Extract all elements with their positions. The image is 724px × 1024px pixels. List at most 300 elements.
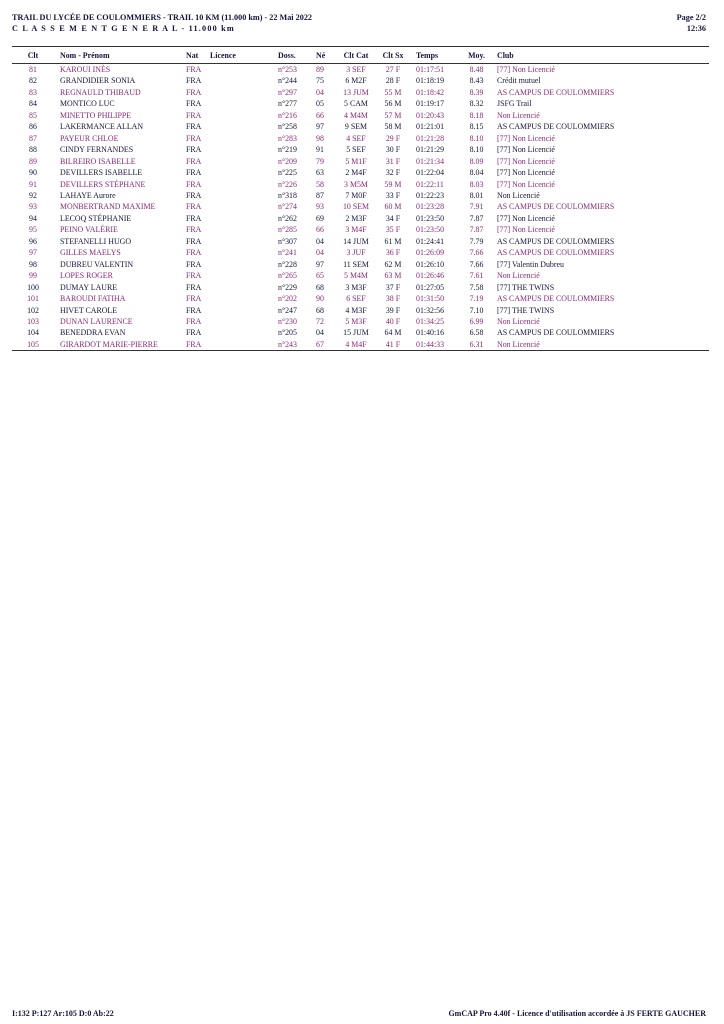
category-rank-cell: 5 M3F bbox=[345, 316, 367, 326]
gender-rank-cell: 30 F bbox=[385, 145, 401, 155]
birth-year-cell: 98 bbox=[316, 133, 324, 143]
table-row bbox=[12, 259, 709, 270]
time-cell: 01:18:42 bbox=[416, 87, 445, 97]
speed-cell: 8.10 bbox=[469, 133, 484, 143]
speed-cell: 8.48 bbox=[469, 65, 484, 74]
col-header-name: Nom - Prénom bbox=[54, 47, 186, 64]
nationality-cell: FRA bbox=[186, 236, 202, 246]
bib-cell: n°209 bbox=[278, 156, 297, 166]
club-cell: AS CAMPUS DE COULOMMIERS bbox=[497, 294, 615, 304]
name-cell: DUMAY LAURE bbox=[60, 282, 118, 292]
bib-cell: n°307 bbox=[278, 236, 297, 246]
table-row bbox=[12, 316, 709, 327]
category-rank-cell: 9 SEM bbox=[344, 122, 368, 132]
table-row bbox=[12, 282, 709, 293]
speed-cell: 7.58 bbox=[469, 282, 484, 292]
gender-rank-cell: 27 F bbox=[385, 65, 401, 74]
bib-cell: n°244 bbox=[278, 76, 297, 86]
category-rank-cell: 4 M4M bbox=[344, 110, 368, 120]
bib-cell: n°225 bbox=[278, 168, 297, 178]
category-rank-cell: 2 M4F bbox=[345, 168, 367, 178]
licence-cell bbox=[208, 110, 278, 121]
licence-cell bbox=[208, 316, 278, 327]
bib-cell: n°219 bbox=[278, 145, 297, 155]
rank-cell: 100 bbox=[27, 282, 39, 292]
bib-cell: n°274 bbox=[278, 202, 297, 212]
gender-rank-cell: 31 F bbox=[385, 156, 401, 166]
birth-year-cell: 97 bbox=[316, 122, 324, 132]
gender-rank-cell: 35 F bbox=[385, 225, 401, 235]
birth-year-cell: 58 bbox=[316, 179, 324, 189]
name-cell: LOPES ROGER bbox=[60, 271, 113, 281]
birth-year-cell: 75 bbox=[316, 76, 324, 86]
category-rank-cell: 5 M1F bbox=[345, 156, 367, 166]
category-rank-cell: 2 M3F bbox=[345, 213, 367, 223]
time-cell: 01:22:23 bbox=[416, 190, 445, 200]
time-cell: 01:18:19 bbox=[416, 76, 445, 86]
gender-rank-cell: 37 F bbox=[385, 282, 401, 292]
nationality-cell: FRA bbox=[186, 225, 202, 235]
nationality-cell: FRA bbox=[186, 282, 202, 292]
club-cell: [77] Non Licencié bbox=[497, 145, 555, 155]
bib-cell: n°277 bbox=[278, 99, 297, 109]
speed-cell: 7.66 bbox=[469, 259, 484, 269]
category-rank-cell: 3 SEF bbox=[346, 65, 366, 74]
time-cell: 01:26:10 bbox=[416, 259, 445, 269]
category-rank-cell: 6 M2F bbox=[345, 76, 367, 86]
time-cell: 01:19:17 bbox=[416, 99, 445, 109]
licence-cell bbox=[208, 224, 278, 235]
table-row bbox=[12, 133, 709, 144]
category-rank-cell: 5 SEF bbox=[346, 145, 366, 155]
category-rank-cell: 3 M3F bbox=[345, 282, 367, 292]
licence-cell bbox=[208, 339, 278, 351]
birth-year-cell: 05 bbox=[316, 99, 324, 109]
bib-cell: n°216 bbox=[278, 110, 297, 120]
time-cell: 01:26:46 bbox=[416, 271, 445, 281]
gender-rank-cell: 55 M bbox=[384, 87, 402, 97]
club-cell: [77] Non Licencié bbox=[497, 65, 555, 74]
birth-year-cell: 93 bbox=[316, 202, 324, 212]
col-header-clt-cat: Clt Cat bbox=[336, 47, 376, 64]
col-header-club: Club bbox=[493, 47, 709, 64]
time-cell: 01:21:34 bbox=[416, 156, 445, 166]
bib-cell: n°230 bbox=[278, 316, 297, 326]
licence-cell bbox=[208, 201, 278, 212]
category-rank-cell: 6 SEF bbox=[346, 294, 366, 304]
table-row bbox=[12, 201, 709, 212]
nationality-cell: FRA bbox=[186, 259, 202, 269]
category-rank-cell: 4 M4F bbox=[336, 339, 376, 351]
name-cell: LECOQ STÉPHANIE bbox=[60, 213, 132, 223]
birth-year-cell: 66 bbox=[316, 110, 324, 120]
nationality-cell: FRA bbox=[186, 133, 202, 143]
name-cell: HIVET CAROLE bbox=[60, 305, 118, 315]
category-rank-cell: 13 JUM bbox=[343, 87, 369, 97]
category-rank-cell: 5 CAM bbox=[344, 99, 368, 109]
category-rank-cell: 3 JUF bbox=[346, 248, 366, 258]
nationality-cell: FRA bbox=[186, 122, 202, 132]
race-stats: I:132 P:127 Ar:105 D:0 Ab:22 bbox=[12, 1009, 114, 1018]
licence-cell bbox=[208, 247, 278, 258]
rank-cell: 95 bbox=[29, 225, 37, 235]
time-cell: 01:22:11 bbox=[416, 179, 444, 189]
table-row bbox=[12, 327, 709, 338]
nationality-cell: FRA bbox=[186, 65, 202, 74]
bib-cell: n°262 bbox=[278, 213, 297, 223]
bib-cell: n°283 bbox=[278, 133, 297, 143]
speed-cell: 8.18 bbox=[469, 110, 484, 120]
licence-cell bbox=[208, 87, 278, 98]
time-cell: 01:17:51 bbox=[416, 65, 445, 74]
gender-rank-cell: 33 F bbox=[385, 190, 401, 200]
club-cell: AS CAMPUS DE COULOMMIERS bbox=[497, 122, 615, 132]
rank-cell: 101 bbox=[27, 294, 39, 304]
rank-cell: 91 bbox=[29, 179, 37, 189]
gender-rank-cell: 41 F bbox=[376, 339, 410, 351]
speed-cell: 8.39 bbox=[469, 87, 484, 97]
category-rank-cell: 3 M5M bbox=[344, 179, 368, 189]
time-cell: 01:23:28 bbox=[416, 202, 445, 212]
birth-year-cell: 87 bbox=[316, 190, 324, 200]
time-cell: 01:23:50 bbox=[416, 213, 445, 223]
rank-cell: 89 bbox=[29, 156, 37, 166]
rank-cell: 90 bbox=[29, 168, 37, 178]
nationality-cell: FRA bbox=[186, 213, 202, 223]
category-rank-cell: 7 M0F bbox=[345, 190, 367, 200]
bib-cell: n°228 bbox=[278, 259, 297, 269]
rank-cell: 94 bbox=[29, 213, 37, 223]
club-cell: [77] Non Licencié bbox=[497, 156, 555, 166]
name-cell: MINETTO PHILIPPE bbox=[60, 110, 132, 120]
speed-cell: 6.58 bbox=[469, 328, 484, 338]
rank-cell: 99 bbox=[29, 271, 37, 281]
time-cell: 01:40:16 bbox=[416, 328, 445, 338]
name-cell: LAHAYE Aurore bbox=[60, 190, 116, 200]
club-cell: Crédit mutuel bbox=[497, 76, 541, 86]
club-cell: AS CAMPUS DE COULOMMIERS bbox=[497, 248, 615, 258]
gender-rank-cell: 64 M bbox=[384, 328, 402, 338]
gender-rank-cell: 34 F bbox=[385, 213, 401, 223]
club-cell: AS CAMPUS DE COULOMMIERS bbox=[497, 87, 615, 97]
licence-cell bbox=[208, 305, 278, 316]
licence-cell bbox=[208, 156, 278, 167]
name-cell: DEVILLERS STÉPHANE bbox=[60, 179, 146, 189]
licence-cell bbox=[208, 64, 278, 76]
speed-cell: 7.61 bbox=[469, 271, 484, 281]
page-info bbox=[677, 12, 706, 34]
club-cell: [77] Non Licencié bbox=[497, 179, 555, 189]
speed-cell: 8.04 bbox=[469, 168, 484, 178]
speed-cell: 8.03 bbox=[469, 179, 484, 189]
name-cell: STEFANELLI HUGO bbox=[60, 236, 132, 246]
birth-year-cell: 04 bbox=[316, 248, 324, 258]
licence-cell bbox=[208, 213, 278, 224]
licence-cell bbox=[208, 179, 278, 190]
category-rank-cell: 11 SEM bbox=[343, 259, 369, 269]
rank-cell: 86 bbox=[29, 122, 37, 132]
category-rank-cell: 10 SEM bbox=[342, 202, 370, 212]
report-header bbox=[12, 12, 312, 34]
birth-year-cell: 04 bbox=[316, 236, 324, 246]
licence-cell bbox=[208, 270, 278, 281]
gender-rank-cell: 32 F bbox=[385, 168, 401, 178]
birth-year-cell: 67 bbox=[316, 339, 336, 351]
rank-cell: 85 bbox=[29, 110, 37, 120]
name-cell: DUNAN LAURENCE bbox=[60, 316, 133, 326]
speed-cell: 7.66 bbox=[469, 248, 484, 258]
speed-cell: 8.43 bbox=[469, 76, 484, 86]
club-cell: AS CAMPUS DE COULOMMIERS bbox=[497, 236, 615, 246]
time-cell: 01:21:01 bbox=[416, 122, 445, 132]
birth-year-cell: 69 bbox=[316, 213, 324, 223]
birth-year-cell: 63 bbox=[316, 168, 324, 178]
rank-cell: 104 bbox=[27, 328, 39, 338]
category-rank-cell: 15 JUM bbox=[343, 328, 369, 338]
bib-cell: n°205 bbox=[278, 328, 297, 338]
rank-cell: 103 bbox=[27, 316, 39, 326]
table-row bbox=[12, 156, 709, 167]
speed-cell: 8.09 bbox=[469, 156, 484, 166]
licence-cell bbox=[208, 293, 278, 304]
time-cell: 01:24:41 bbox=[416, 236, 445, 246]
name-cell: BENEDDRA EVAN bbox=[60, 328, 126, 338]
name-cell: MONBERTRAND MAXIME bbox=[60, 202, 156, 212]
birth-year-cell: 89 bbox=[316, 65, 324, 74]
birth-year-cell: 04 bbox=[316, 328, 324, 338]
bib-cell: n°226 bbox=[278, 179, 297, 189]
col-header-clt: Clt bbox=[12, 47, 54, 64]
time-cell: 01:31:50 bbox=[416, 294, 445, 304]
nationality-cell: FRA bbox=[186, 168, 202, 178]
licence-cell bbox=[208, 98, 278, 109]
licence-cell bbox=[208, 75, 278, 86]
bib-cell: n°253 bbox=[278, 65, 297, 74]
time-cell: 01:34:25 bbox=[416, 316, 445, 326]
gender-rank-cell: 58 M bbox=[384, 122, 402, 132]
speed-cell: 6.99 bbox=[469, 316, 484, 326]
col-header-temps: Temps bbox=[410, 47, 460, 64]
speed-cell: 7.10 bbox=[469, 305, 484, 315]
table-row bbox=[12, 236, 709, 247]
nationality-cell: FRA bbox=[186, 110, 202, 120]
bib-cell: n°265 bbox=[278, 271, 297, 281]
table-row bbox=[12, 305, 709, 316]
speed-cell: 8.32 bbox=[469, 99, 484, 109]
time-cell: 01:23:50 bbox=[416, 225, 445, 235]
club-cell: AS CAMPUS DE COULOMMIERS bbox=[497, 202, 615, 212]
speed-cell: 7.87 bbox=[469, 225, 484, 235]
name-cell: MONTICO LUC bbox=[60, 99, 115, 109]
table-row bbox=[12, 293, 709, 304]
table-row bbox=[12, 224, 709, 235]
gender-rank-cell: 61 M bbox=[384, 236, 402, 246]
nationality-cell: FRA bbox=[186, 248, 202, 258]
gender-rank-cell: 38 F bbox=[385, 294, 401, 304]
time-cell: 01:27:05 bbox=[416, 282, 445, 292]
club-cell: Non Licencié bbox=[493, 339, 709, 351]
time-cell: 01:32:56 bbox=[416, 305, 445, 315]
time-cell: 01:21:29 bbox=[416, 145, 445, 155]
nationality-cell: FRA bbox=[186, 190, 202, 200]
club-cell: [77] THE TWINS bbox=[497, 282, 555, 292]
speed-cell: 7.91 bbox=[469, 202, 484, 212]
time-cell: 01:21:28 bbox=[416, 133, 445, 143]
gender-rank-cell: 63 M bbox=[384, 271, 402, 281]
rank-cell: 105 bbox=[12, 339, 54, 351]
birth-year-cell: 65 bbox=[316, 271, 324, 281]
table-row bbox=[12, 121, 709, 132]
table-row bbox=[12, 64, 709, 76]
col-header-clt-sx: Clt Sx bbox=[376, 47, 410, 64]
nationality-cell: FRA bbox=[186, 156, 202, 166]
time-cell: 01:22:04 bbox=[416, 168, 445, 178]
table-row bbox=[12, 339, 709, 351]
table-row bbox=[12, 87, 709, 98]
report-title: TRAIL DU LYCÉE DE COULOMMIERS - TRAIL 10 KM (11.000 km) - 22 Mai 2022 bbox=[12, 13, 313, 22]
rank-cell: 88 bbox=[29, 145, 37, 155]
licence-cell bbox=[208, 282, 278, 293]
bib-cell: n°241 bbox=[278, 248, 297, 258]
bib-cell: n°243 bbox=[278, 339, 316, 351]
gender-rank-cell: 29 F bbox=[385, 133, 401, 143]
col-header-nat: Nat bbox=[186, 47, 208, 64]
name-cell: GILLES MAELYS bbox=[60, 248, 121, 258]
time-cell: 01:44:33 bbox=[410, 339, 460, 351]
club-cell: Non Licencié bbox=[497, 271, 540, 281]
birth-year-cell: 68 bbox=[316, 282, 324, 292]
table-header-row bbox=[12, 47, 709, 64]
club-cell: Non Licencié bbox=[497, 110, 540, 120]
speed-cell: 7.19 bbox=[469, 294, 484, 304]
birth-year-cell: 91 bbox=[316, 145, 324, 155]
name-cell: DEVILLERS ISABELLE bbox=[60, 168, 143, 178]
table-row bbox=[12, 110, 709, 121]
gender-rank-cell: 56 M bbox=[384, 99, 402, 109]
nationality-cell: FRA bbox=[186, 294, 202, 304]
nationality-cell: FRA bbox=[186, 202, 202, 212]
table-row bbox=[12, 75, 709, 86]
gender-rank-cell: 28 F bbox=[385, 76, 401, 86]
nationality-cell: FRA bbox=[186, 145, 202, 155]
club-cell: [77] Non Licencié bbox=[497, 168, 555, 178]
category-rank-cell: 4 SEF bbox=[346, 133, 366, 143]
rank-cell: 84 bbox=[29, 99, 37, 109]
rank-cell: 92 bbox=[29, 190, 37, 200]
bib-cell: n°297 bbox=[278, 87, 297, 97]
category-rank-cell: 4 M3F bbox=[345, 305, 367, 315]
bib-cell: n°202 bbox=[278, 294, 297, 304]
rank-cell: 102 bbox=[27, 305, 39, 315]
name-cell: GIRARDOT MARIE-PIERRE bbox=[54, 339, 186, 351]
rank-cell: 82 bbox=[29, 76, 37, 86]
licence-cell bbox=[208, 167, 278, 178]
name-cell: PEINO VALÉRIE bbox=[60, 225, 118, 235]
rank-cell: 83 bbox=[29, 87, 37, 97]
nationality-cell: FRA bbox=[186, 339, 208, 351]
name-cell: GRANDIDIER SONIA bbox=[60, 76, 136, 86]
report-subtitle: C L A S S E M E N T G E N E R A L - 11.000 km bbox=[12, 24, 235, 33]
gender-rank-cell: 59 M bbox=[384, 179, 402, 189]
bib-cell: n°285 bbox=[278, 225, 297, 235]
name-cell: BAROUDI FATIHA bbox=[60, 294, 126, 304]
gender-rank-cell: 60 M bbox=[384, 202, 402, 212]
birth-year-cell: 90 bbox=[316, 294, 324, 304]
software-license: GmCAP Pro 4.40f - Licence d'utilisation accordée à JS FERTE GAUCHER bbox=[448, 1009, 706, 1018]
club-cell: [77] Non Licencié bbox=[497, 133, 555, 143]
name-cell: BILREIRO ISABELLE bbox=[60, 156, 136, 166]
club-cell: [77] Non Licencié bbox=[497, 225, 555, 235]
rank-cell: 96 bbox=[29, 236, 37, 246]
speed-cell: 6.31 bbox=[460, 339, 493, 351]
table-row bbox=[12, 213, 709, 224]
nationality-cell: FRA bbox=[186, 271, 202, 281]
gender-rank-cell: 40 F bbox=[385, 316, 401, 326]
licence-cell bbox=[208, 144, 278, 155]
birth-year-cell: 72 bbox=[316, 316, 324, 326]
col-header-licence: Licence bbox=[208, 47, 278, 64]
licence-cell bbox=[208, 259, 278, 270]
speed-cell: 7.87 bbox=[469, 213, 484, 223]
speed-cell: 8.15 bbox=[469, 122, 484, 132]
rank-cell: 93 bbox=[29, 202, 37, 212]
col-header-moy: Moy. bbox=[460, 47, 493, 64]
birth-year-cell: 97 bbox=[316, 259, 324, 269]
licence-cell bbox=[208, 190, 278, 201]
table-row bbox=[12, 98, 709, 109]
club-cell: [77] THE TWINS bbox=[497, 305, 555, 315]
rank-cell: 87 bbox=[29, 133, 37, 143]
rank-cell: 97 bbox=[29, 248, 37, 258]
licence-cell bbox=[208, 236, 278, 247]
speed-cell: 8.01 bbox=[469, 190, 484, 200]
nationality-cell: FRA bbox=[186, 87, 202, 97]
table-row bbox=[12, 167, 709, 178]
club-cell: [77] Non Licencié bbox=[497, 213, 555, 223]
speed-cell: 7.79 bbox=[469, 236, 484, 246]
birth-year-cell: 66 bbox=[316, 225, 324, 235]
bib-cell: n°229 bbox=[278, 282, 297, 292]
licence-cell bbox=[208, 133, 278, 144]
col-header-ne: Né bbox=[316, 47, 336, 64]
club-cell: JSFG Trail bbox=[497, 99, 532, 109]
results-table bbox=[12, 46, 709, 351]
name-cell: LAKERMANCE ALLAN bbox=[60, 122, 144, 132]
rank-cell: 98 bbox=[29, 259, 37, 269]
rank-cell: 81 bbox=[29, 65, 37, 74]
table-row bbox=[12, 144, 709, 155]
print-time: 12:36 bbox=[686, 24, 706, 33]
gender-rank-cell: 39 F bbox=[385, 305, 401, 315]
name-cell: CINDY FERNANDES bbox=[60, 145, 134, 155]
name-cell: REGNAULD THIBAUD bbox=[60, 87, 141, 97]
gender-rank-cell: 62 M bbox=[384, 259, 402, 269]
nationality-cell: FRA bbox=[186, 328, 202, 338]
club-cell: Non Licencié bbox=[497, 190, 540, 200]
nationality-cell: FRA bbox=[186, 99, 202, 109]
nationality-cell: FRA bbox=[186, 316, 202, 326]
bib-cell: n°318 bbox=[278, 190, 297, 200]
bib-cell: n°258 bbox=[278, 122, 297, 132]
table-row bbox=[12, 247, 709, 258]
club-cell: [77] Valentin Dubreu bbox=[497, 259, 564, 269]
club-cell: AS CAMPUS DE COULOMMIERS bbox=[497, 328, 615, 338]
licence-cell bbox=[208, 327, 278, 338]
name-cell: DUBREU VALENTIN bbox=[60, 259, 134, 269]
category-rank-cell: 3 M4F bbox=[345, 225, 367, 235]
nationality-cell: FRA bbox=[186, 305, 202, 315]
table-row bbox=[12, 270, 709, 281]
